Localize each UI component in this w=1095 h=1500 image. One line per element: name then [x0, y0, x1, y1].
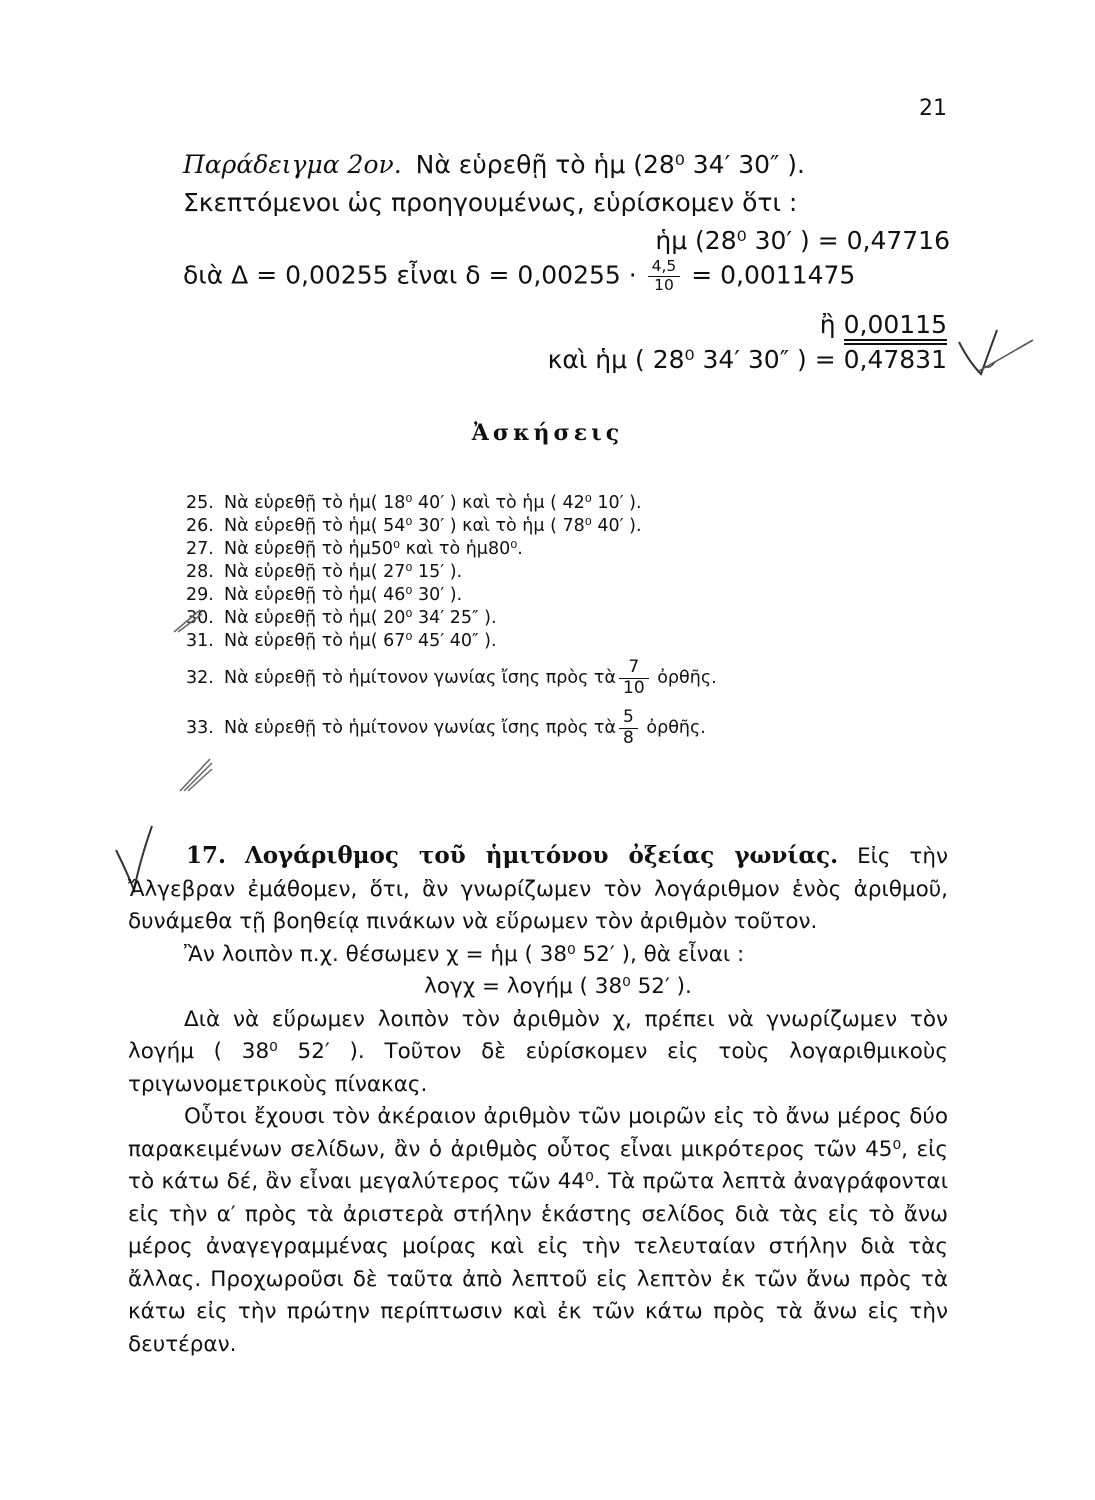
exercise-text: Νὰ εὑρεθῇ τὸ ἡμ( 54⁰ 30′ ) καὶ τὸ ἡμ ( 78⁰ 40′ ).: [224, 516, 642, 536]
section-paragraph-4: Οὗτοι ἔχουσι τὸν ἀκέραιον ἀριθμὸν τῶν μοιρῶν εἰς τὸ ἄνω μέρος δύο παρακειμένων σελίδων, ἂν ὁ ἀριθμὸς οὗτος εἶναι μικρότερος τῶν 45⁰, εἰς τὸ κάτω δέ, ἂν εἶναι μεγαλύτερος τῶν 44⁰. Τὰ πρῶτα λεπτὰ ἀναγράφονται εἰς τὴν α′ πρὸς τὰ ἀριστερὰ στήλην ἑκάστης σελίδος διὰ τὰς εἰς τὸ ἄνω μέρος ἀναγεγραμμένας μοίρας καὶ εἰς τὴν τελευταίαν στήλην διὰ τὰς ἄλλας. Προχωροῦσι δὲ ταῦτα ἀπὸ λεπτοῦ εἰς λεπτὸν ἐκ τῶν ἄνω πρὸς τὰ κάτω εἰς τὴν πρώτην περίπτωσιν καὶ ἐκ τῶν κάτω πρὸς τὰ ἄνω εἰς τὴν δευτέραν.: [128, 1104, 948, 1357]
exercise-item: [186, 607, 717, 630]
section-equation: λογχ = λογήμ ( 38⁰ 52′ ).: [424, 974, 692, 999]
exercise-number: 26.: [186, 516, 214, 536]
exercise-text: Νὰ εὑρεθῇ τὸ ἡμ( 18⁰ 40′ ) καὶ τὸ ἡμ ( 42⁰ 10′ ).: [224, 493, 642, 513]
example-line-5-prefix: ἢ: [819, 310, 836, 339]
example-line-4-left: διὰ Δ = 0,00255 εἶναι δ = 0,00255 ·: [183, 260, 637, 290]
section-paragraph-2: Ἂν λοιπὸν π.χ. θέσωμεν χ = ἡμ ( 38⁰ 52′ ), θὰ εἶναι :: [184, 941, 745, 967]
exercise-number: 25.: [186, 493, 214, 513]
exercise-text: Νὰ εὑρεθῇ τὸ ἡμίτονον γωνίας ἴσης πρὸς τὰ: [224, 668, 616, 688]
example-result: 0,47831: [843, 345, 947, 374]
exercise-number: 33.: [186, 718, 214, 738]
exercise-text: Νὰ εὑρεθῇ τὸ ἡμ( 27⁰ 15′ ).: [224, 562, 463, 582]
example-label: Παράδειγμα 2ον.: [183, 150, 402, 179]
example-line-3: ἡμ (28⁰ 30′ ) = 0,47716: [655, 226, 950, 255]
fraction: [619, 658, 649, 698]
exercise-number: 27.: [186, 539, 214, 559]
exercise-text: Νὰ εὑρεθῇ τὸ ἡμ( 67⁰ 45′ 40″ ).: [224, 631, 497, 651]
section-title: Λογάριθμος τοῦ ἡμιτόνου ὀξείας γωνίας.: [244, 842, 839, 869]
exercise-item: [186, 584, 717, 607]
section-number: 17.: [186, 842, 227, 869]
exercise-number: 29.: [186, 585, 214, 605]
exercise-item: [186, 561, 717, 584]
section-paragraph-3: Διὰ νὰ εὕρωμεν λοιπὸν τὸν ἀριθμὸν χ, πρέπει νὰ γνωρίζωμεν τὸν λογήμ ( 38⁰ 52′ ). Τοῦτον δὲ εὑρίσκομεν εἰς τοὺς λογαριθμικοὺς τριγωνομετρικοὺς πίνακας.: [128, 1006, 948, 1097]
exercise-list: [186, 492, 717, 753]
example-line-2: Σκεπτόμενοι ὡς προηγουμένως, εὑρίσκομεν ὅτι :: [183, 188, 798, 217]
fraction-denominator: 10: [654, 275, 674, 294]
handwritten-check-icon: [955, 322, 1045, 382]
exercise-tail: ὀρθῆς.: [646, 718, 706, 738]
section-paragraph-1: [128, 840, 948, 939]
fraction-denominator: 8: [623, 727, 634, 748]
exercise-number: 30.: [186, 608, 214, 628]
exercise-item: [186, 538, 717, 561]
exercise-text: Νὰ εὑρεθῇ τὸ ἡμίτονον γωνίας ἴσης πρὸς τὰ: [224, 718, 616, 738]
exercise-text: Νὰ εὑρεθῇ τὸ ἡμ50⁰ καὶ τὸ ἡμ80⁰.: [224, 539, 523, 559]
example-line-4-right: = 0,0011475: [691, 260, 856, 290]
exercise-item: [186, 492, 717, 515]
example-line-6: [548, 345, 947, 374]
exercise-item: [186, 703, 717, 753]
pencil-mark-icon: [176, 755, 216, 795]
exercise-text: Νὰ εὑρεθῇ τὸ ἡμ( 20⁰ 34′ 25″ ).: [224, 608, 497, 628]
exercises-title: Ἀσκήσεις: [471, 420, 624, 446]
example-line-5: [820, 310, 947, 339]
exercise-text: Νὰ εὑρεθῇ τὸ ἡμ( 46⁰ 30′ ).: [224, 585, 463, 605]
exercise-item: [186, 630, 717, 653]
fraction: [648, 258, 681, 295]
section-p1: Εἰς τὴν Ἄλγεβραν ἐμάθομεν, ὅτι, ἂν γνωρίζωμεν τὸν λογάριθμον ἑνὸς ἀριθμοῦ, δυνάμεθα τῇ βοηθείᾳ πινάκων νὰ εὕρωμεν τὸν ἀριθμὸν τοῦτον.: [128, 844, 948, 934]
fraction-numerator: 5: [619, 708, 638, 729]
fraction-denominator: 10: [623, 677, 645, 698]
pencil-mark-icon: [170, 606, 206, 636]
exercise-item: [186, 653, 717, 703]
exercise-number: 31.: [186, 631, 214, 651]
example-line-5-value: 0,00115: [843, 310, 947, 339]
example-heading: [183, 150, 805, 179]
exercise-number: 32.: [186, 668, 214, 688]
section-17: [128, 840, 948, 1361]
exercise-item: [186, 515, 717, 538]
example-line-4: [183, 258, 855, 295]
example-statement: Νὰ εὑρεθῇ τὸ ἡμ (28⁰ 34′ 30″ ).: [415, 150, 805, 179]
page-number: 21: [919, 96, 947, 121]
fraction-numerator: 4,5: [648, 258, 681, 277]
fraction: [619, 708, 638, 748]
exercise-tail: ὀρθῆς.: [657, 668, 717, 688]
exercise-number: 28.: [186, 562, 214, 582]
fraction-numerator: 7: [619, 658, 649, 679]
example-line-6-left: καὶ ἡμ ( 28⁰ 34′ 30″ ) =: [547, 345, 836, 374]
